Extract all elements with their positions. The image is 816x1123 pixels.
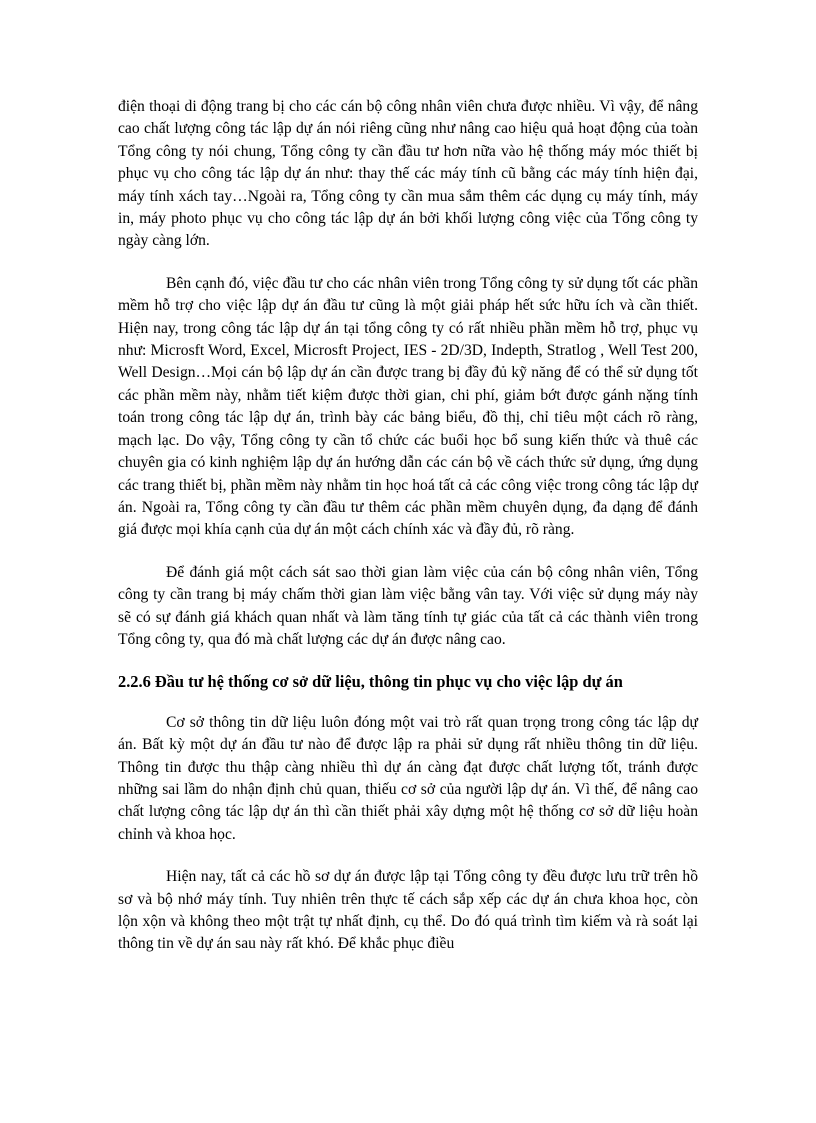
paragraph-software: Bên cạnh đó, việc đầu tư cho các nhân viên trong Tổng công ty sử dụng tốt các phần mềm hỗ trợ cho việc lập dự án đầu tư cũng là một giải pháp hết sức hữu ích và cần thiết. Hiện nay, trong công tác lập dự án tại tổng công ty có rất nhiều phần mềm hỗ trợ, phục vụ như: Microsft Word, Excel, Microsft Project, IES - 2D/3D, Indepth, Stratlog , Well Test 200, Well Design…Mọi cán bộ lập dự án cần được trang bị đầy đủ kỹ năng để có thể sử dụng tốt các phần mềm này, nhằm tiết kiệm được thời gian, chi phí, giảm bớt được gánh nặng tính toán trong công tác lập dự án, trình bày các bảng biểu, đồ thị, chỉ tiêu một cách rõ ràng, mạch lạc. Do vậy, Tổng công ty cần tổ chức các buổi học bổ sung kiến thức và thuê các chuyên gia có kinh nghiệm lập dự án hướng dẫn các cán bộ về cách thức sử dụng, ứng dụng các trang thiết bị, phần mềm này nhằm tin học hoá tất cả các công việc trong công tác lập dự án. Ngoài ra, Tổng công ty cần đầu tư thêm các phần mềm chuyên dụng, đa dạng để đánh giá được mọi khía cạnh của dự án một cách chính xác và đầy đủ, rõ ràng. <box>118 274 698 539</box>
paragraph-current-storage: Hiện nay, tất cả các hồ sơ dự án được lập tại Tổng công ty đều được lưu trữ trên hồ sơ và bộ nhớ máy tính. Tuy nhiên trên thực tế cách sắp xếp các dự án chưa khoa học, còn lộn xộn và không theo một trật tự nhất định, cụ thể. Do đó quá trình tìm kiếm và rà soát lại thông tin về dự án sau này rất khó. Để khắc phục điều <box>118 868 698 953</box>
section-heading: 2.2.6 Đầu tư hệ thống cơ sở dữ liệu, thông tin phục vụ cho việc lập dự án <box>118 672 623 692</box>
paragraph-timekeeping: Để đánh giá một cách sát sao thời gian làm việc của cán bộ công nhân viên, Tổng công ty cần trang bị máy chấm thời gian làm việc bằng vân tay. Với việc sử dụng máy này sẽ có sự đánh giá khách quan nhất và làm tăng tính tự giác của tất cả các thành viên trong Tổng công ty, qua đó mà chất lượng các dự án được nâng cao. <box>118 563 698 648</box>
document-page <box>118 96 698 976</box>
paragraph-equipment: điện thoại di động trang bị cho các cán bộ công nhân viên chưa được nhiều. Vì vậy, để nâng cao chất lượng công tác lập dự án nói riêng cũng như nâng cao hiệu quả hoạt động của toàn Tổng công ty nói chung, Tổng công ty cần đầu tư hơn nữa vào hệ thống máy móc thiết bị phục vụ cho công tác lập dự án như: thay thế các máy tính cũ bằng các máy tính hiện đại, máy tính xách tay…Ngoài ra, Tổng công ty cần mua sắm thêm các dụng cụ máy tính, máy in, máy photo phục vụ cho công tác lập dự án bởi khối lượng công việc của Tổng công ty ngày càng lớn. <box>118 98 698 250</box>
paragraph-database-role: Cơ sở thông tin dữ liệu luôn đóng một vai trò rất quan trọng trong công tác lập dự án. Bất kỳ một dự án đầu tư nào để được lập ra phải sử dụng rất nhiều thông tin dữ liệu. Thông tin được thu thập càng nhiều thì dự án càng đạt được chất lượng tốt, tránh được những sai lầm do nhận định chủ quan, thiếu cơ sở của người lập dự án. Vì thế, để nâng cao chất lượng công tác lập dự án thì cần thiết phải xây dựng một hệ thống cơ sở dữ liệu hoàn chỉnh và khoa học. <box>118 713 698 843</box>
